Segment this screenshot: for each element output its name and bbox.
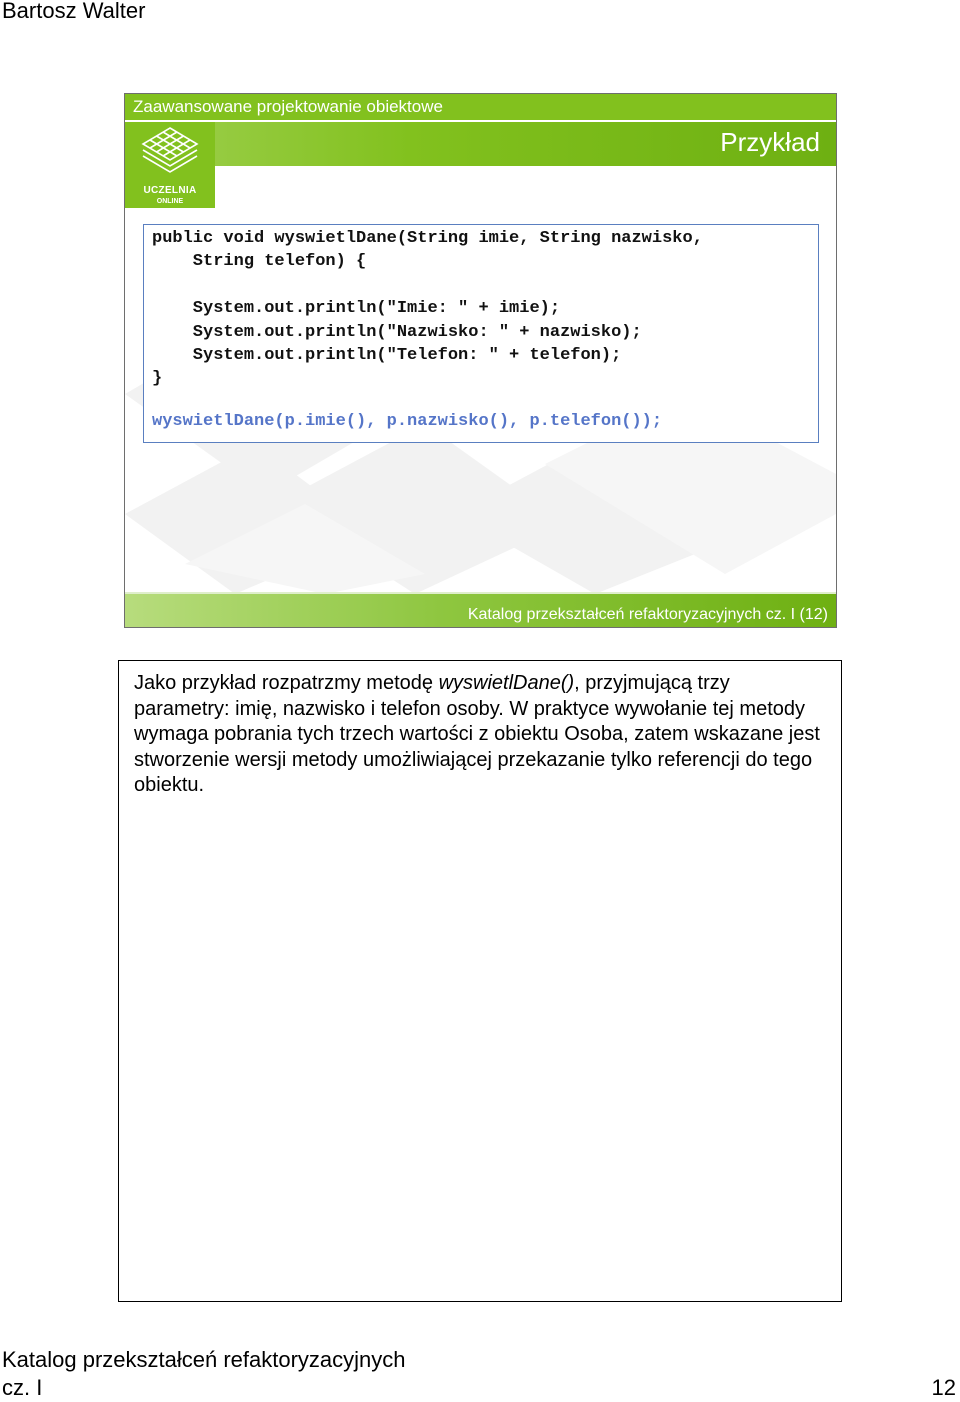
code-call-example: wyswietlDane(p.imie(), p.nazwisko(), p.telefon());: [152, 412, 663, 431]
document-author: Bartosz Walter: [2, 0, 146, 23]
code-box: [143, 224, 819, 443]
page-number: 12: [931, 1375, 956, 1400]
slide-title: Przykład: [720, 127, 820, 157]
slide-footer: Katalog przekształceń refaktoryzacyjnych cz. I (12): [467, 606, 828, 623]
notes-text-after: , przyjmującą trzy parametry: imię, nazwisko i telefon osoby. W praktyce wywołanie tej metody wymaga pobrania tych trzech wartości z obiektu Osoba, zatem wskazane jest stworzenie wersji metody umożliwiającej przekazanie tylko referencji do tego obiektu.: [134, 672, 820, 796]
notes-paragraph: [134, 671, 824, 799]
course-title: Zaawansowane projektowanie obiektowe: [133, 97, 443, 116]
page-footer-line1: Katalog przekształceń refaktoryzacyjnych: [2, 1347, 406, 1372]
page-footer-line2: cz. I: [2, 1375, 43, 1400]
page-footer: [2, 1346, 406, 1402]
notes-method-name: wyswietlDane(): [438, 672, 575, 694]
uczelnia-online-logo: [125, 122, 215, 208]
slide-thumbnail: [124, 93, 837, 628]
logo-text-uczelnia: UCZELNIA: [143, 185, 197, 196]
logo-grid-icon: [125, 122, 215, 184]
logo-text-online: ONLINE: [156, 198, 184, 205]
code-listing: public void wyswietlDane(String imie, String nazwisko, String telefon) { System.out.println("Imie: " + imie); System.out.println("Nazwisko: " + nazwisko); System.out.println("Telefon: " + telefon); }: [152, 229, 703, 389]
notes-box: [118, 660, 842, 1302]
notes-text-before: Jako przykład rozpatrzmy metodę: [134, 672, 439, 694]
